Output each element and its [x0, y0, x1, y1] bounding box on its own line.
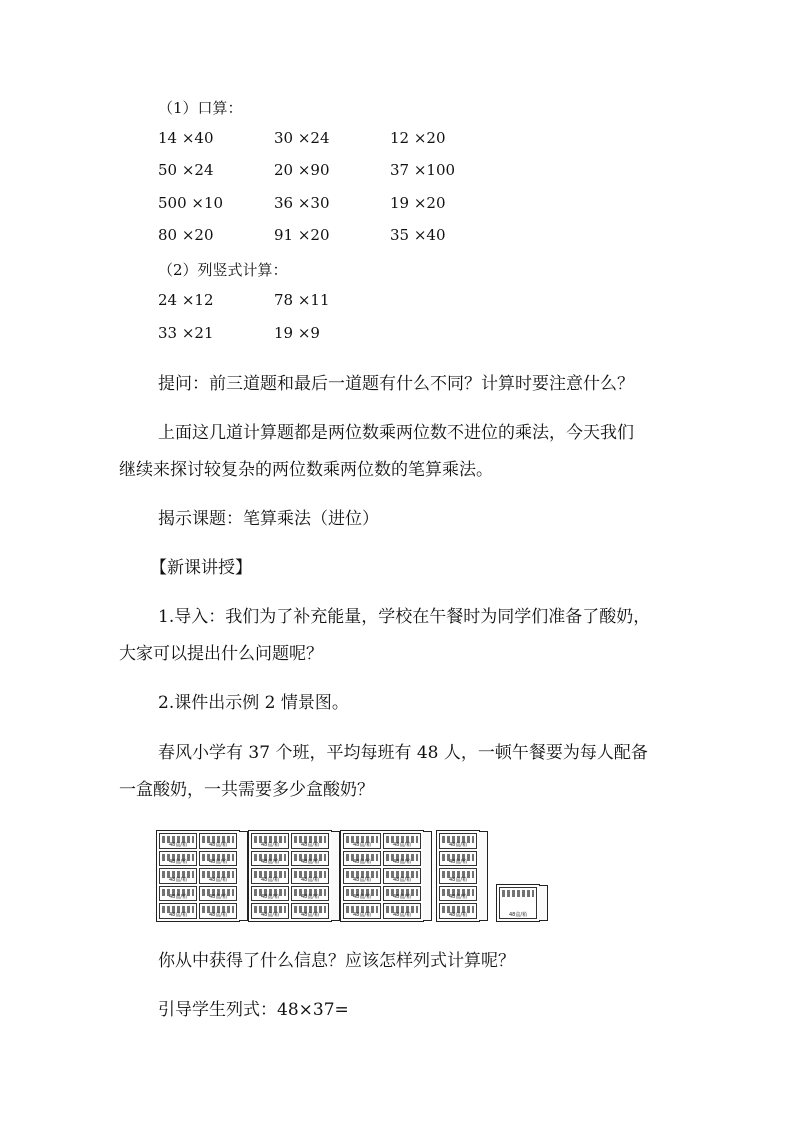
- question-paragraph: 提问：前三道题和最后一道题有什么不同？计算时要注意什么？: [158, 374, 634, 394]
- yogurt-box: 48盒/箱: [343, 833, 381, 849]
- guide-paragraph: 引导学生列式：48×37=: [158, 1000, 349, 1020]
- column-item: 78 ×11: [274, 291, 330, 309]
- oral-item: 36 ×30: [274, 194, 330, 212]
- oral-item: 37 ×100: [390, 161, 456, 179]
- yogurt-box: 48盒/箱: [159, 886, 197, 902]
- oral-item: 500 ×10: [158, 194, 224, 212]
- yogurt-box: 48盒/箱: [199, 868, 237, 884]
- yogurt-box: 48盒/箱: [199, 903, 237, 919]
- yogurt-box: 48盒/箱: [499, 887, 537, 919]
- yogurt-box: 48盒/箱: [383, 833, 421, 849]
- yogurt-box: 48盒/箱: [383, 851, 421, 867]
- carton-stack: [340, 830, 424, 922]
- oral-item: 35 ×40: [390, 226, 446, 244]
- yogurt-box: 48盒/箱: [439, 851, 477, 867]
- yogurt-box: 48盒/箱: [251, 833, 289, 849]
- problem-paragraph-line2: 一盒酸奶，一共需要多少盒酸奶？: [119, 780, 374, 800]
- section1-title: （1）口算：: [158, 99, 243, 117]
- yogurt-box: 48盒/箱: [343, 851, 381, 867]
- yogurt-box: 48盒/箱: [383, 868, 421, 884]
- yogurt-box: 48盒/箱: [199, 833, 237, 849]
- yogurt-box: 48盒/箱: [343, 886, 381, 902]
- yogurt-box: 48盒/箱: [291, 833, 329, 849]
- section2-title: （2）列竖式计算：: [158, 261, 288, 279]
- column-item: 33 ×21: [158, 324, 214, 342]
- oral-item: 50 ×24: [158, 161, 214, 179]
- yogurt-box: 48盒/箱: [383, 903, 421, 919]
- carton-stack: [248, 830, 332, 922]
- yogurt-box: 48盒/箱: [439, 903, 477, 919]
- oral-item: 20 ×90: [274, 161, 330, 179]
- carton-stack: [156, 830, 240, 922]
- carton-stack: [436, 830, 480, 922]
- yogurt-box: 48盒/箱: [251, 903, 289, 919]
- yogurt-box: 48盒/箱: [439, 886, 477, 902]
- oral-item: 19 ×20: [390, 194, 446, 212]
- yogurt-box: 48盒/箱: [291, 886, 329, 902]
- yogurt-box: 48盒/箱: [383, 886, 421, 902]
- oral-item: 30 ×24: [274, 129, 330, 147]
- yogurt-box: 48盒/箱: [291, 903, 329, 919]
- yogurt-box: 48盒/箱: [291, 851, 329, 867]
- yogurt-box: 48盒/箱: [251, 868, 289, 884]
- yogurt-box: 48盒/箱: [251, 886, 289, 902]
- oral-item: 14 ×40: [158, 129, 214, 147]
- carton-stack: [496, 884, 540, 922]
- yogurt-box: 48盒/箱: [199, 851, 237, 867]
- example-paragraph: 2.课件出示例 2 情景图。: [158, 693, 349, 713]
- yogurt-box: 48盒/箱: [439, 868, 477, 884]
- problem-paragraph-line1: 春风小学有 37 个班，平均每班有 48 人，一顿午餐要为每人配备: [158, 743, 648, 763]
- intro-paragraph-line2: 继续来探讨较复杂的两位数乘两位数的笔算乘法。: [119, 460, 493, 480]
- yogurt-box: 48盒/箱: [343, 903, 381, 919]
- intro-paragraph-line1: 上面这几道计算题都是两位数乘两位数不进位的乘法，今天我们: [158, 423, 634, 443]
- column-item: 19 ×9: [274, 324, 320, 342]
- yogurt-box: 48盒/箱: [199, 886, 237, 902]
- yogurt-box: 48盒/箱: [159, 833, 197, 849]
- info-paragraph: 你从中获得了什么信息？应该怎样列式计算呢？: [158, 951, 515, 971]
- oral-item: 12 ×20: [390, 129, 446, 147]
- yogurt-box: 48盒/箱: [159, 851, 197, 867]
- yogurt-box: 48盒/箱: [343, 868, 381, 884]
- yogurt-box: 48盒/箱: [439, 833, 477, 849]
- topic-paragraph: 揭示课题：笔算乘法（进位）: [158, 509, 379, 529]
- section-heading-new-lesson: 【新课讲授】: [150, 558, 252, 578]
- yogurt-box: 48盒/箱: [159, 903, 197, 919]
- yogurt-box: 48盒/箱: [251, 851, 289, 867]
- yogurt-box: 48盒/箱: [159, 868, 197, 884]
- oral-item: 91 ×20: [274, 226, 330, 244]
- lead-paragraph-line1: 1.导入：我们为了补充能量，学校在午餐时为同学们准备了酸奶，: [158, 607, 651, 627]
- column-item: 24 ×12: [158, 291, 214, 309]
- lead-paragraph-line2: 大家可以提出什么问题呢？: [119, 644, 323, 664]
- oral-item: 80 ×20: [158, 226, 214, 244]
- yogurt-box: 48盒/箱: [291, 868, 329, 884]
